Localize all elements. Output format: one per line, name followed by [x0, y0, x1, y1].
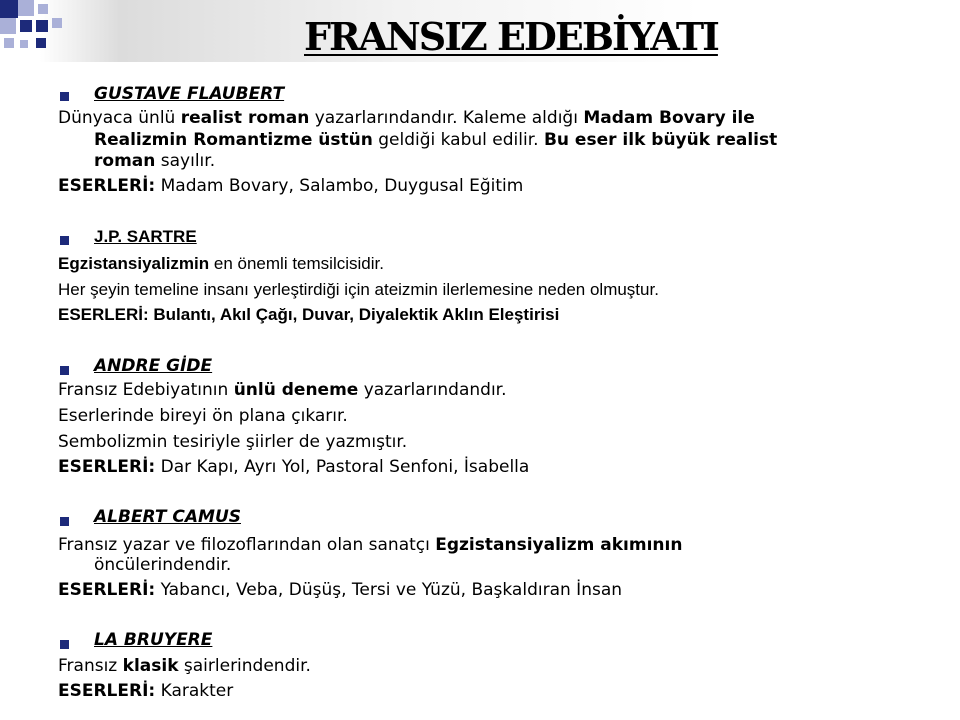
camus-works	[58, 580, 622, 600]
bullet-icon	[60, 640, 69, 649]
works-list: Dar Kapı, Ayrı Yol, Pastoral Senfoni, İsabella	[155, 457, 530, 477]
works-list: Madam Bovary, Salambo, Duygusal Eğitim	[155, 176, 524, 196]
body-text: yazarlarındandır.	[358, 380, 507, 400]
works-label: ESERLERİ:	[58, 176, 156, 196]
emphasis-text: klasik	[122, 656, 179, 676]
flaubert-line-2	[94, 130, 777, 150]
bruyere-line-1	[58, 656, 311, 676]
body-text: Fransız Edebiyatının	[58, 380, 234, 400]
works-list: Karakter	[155, 681, 234, 701]
camus-line-2: öncülerindendir.	[94, 555, 232, 575]
sartre-works: ESERLERİ: Bulantı, Akıl Çağı, Duvar, Diyalektik Aklın Eleştirisi	[58, 305, 560, 324]
emphasis-text: realist roman	[180, 108, 310, 128]
body-text: yazarlarındandır. Kaleme aldığı	[309, 108, 584, 128]
emphasis-text: Bu eser ilk büyük realist	[543, 130, 778, 150]
body-text: en önemli temsilcisidir.	[209, 254, 384, 273]
body-text: Fransız	[58, 656, 123, 676]
author-name-gide: ANDRE GİDE	[94, 356, 213, 376]
sartre-line-2: Her şeyin temeline insanı yerleştirdiği için ateizmin ilerlemesine neden olmuştur.	[58, 280, 659, 299]
page-title: FRANSIZ EDEBİYATI	[304, 14, 718, 59]
bullet-icon	[60, 366, 69, 375]
works-list: Yabancı, Veba, Düşüş, Tersi ve Yüzü, Başkaldıran İnsan	[155, 580, 623, 600]
emphasis-text: roman	[94, 151, 156, 171]
gide-line-1	[58, 380, 507, 400]
flaubert-line-1	[58, 108, 755, 128]
camus-line-1	[58, 535, 682, 555]
body-text: şairlerindendir.	[178, 656, 311, 676]
emphasis-text: ünlü deneme	[233, 380, 359, 400]
author-name-bruyere: LA BRUYERE	[94, 630, 213, 650]
bullet-icon	[60, 236, 69, 245]
bruyere-works	[58, 681, 233, 701]
body-text: sayılır.	[155, 151, 216, 171]
corner-decoration	[0, 0, 80, 60]
author-name-flaubert: GUSTAVE FLAUBERT	[94, 84, 285, 104]
emphasis-text: Realizmin Romantizme üstün	[94, 130, 373, 150]
gide-line-2: Eserlerinde bireyi ön plana çıkarır.	[58, 406, 348, 426]
emphasis-text: Egzistansiyalizm akımının	[435, 535, 683, 555]
sartre-line-1	[58, 254, 384, 274]
gide-works	[58, 457, 529, 477]
author-name-camus: ALBERT CAMUS	[94, 507, 241, 527]
works-label: ESERLERİ:	[58, 580, 156, 600]
gide-line-3: Sembolizmin tesiriyle şiirler de yazmıştır.	[58, 432, 408, 452]
works-label: ESERLERİ:	[58, 681, 156, 701]
body-text: Dünyaca ünlü	[58, 108, 181, 128]
flaubert-works	[58, 176, 523, 196]
flaubert-line-3	[94, 151, 215, 171]
bullet-icon	[60, 517, 69, 526]
body-text: geldiği kabul edilir.	[372, 130, 544, 150]
bullet-icon	[60, 92, 69, 101]
body-text: Fransız yazar ve filozoflarından olan sanatçı	[58, 535, 436, 555]
emphasis-text: Madam Bovary ile	[583, 108, 755, 128]
emphasis-text: Egzistansiyalizmin	[58, 254, 210, 273]
works-label: ESERLERİ:	[58, 457, 156, 477]
author-name-sartre: J.P. SARTRE	[94, 227, 197, 246]
